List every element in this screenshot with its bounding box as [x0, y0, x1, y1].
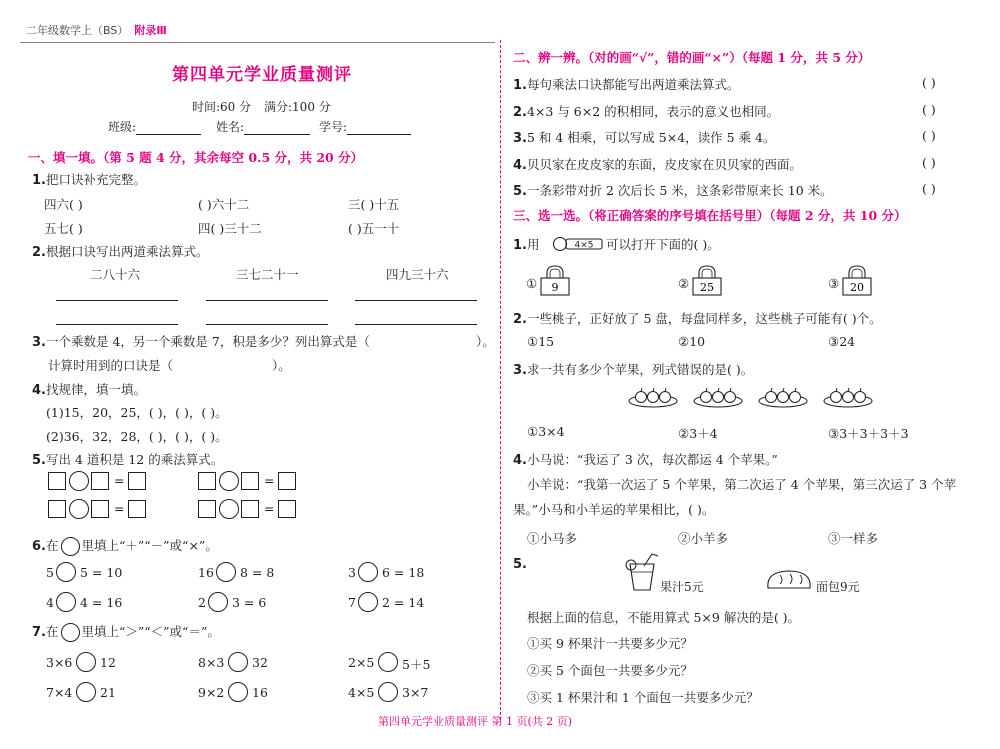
s1-q6-right: 3 = 6 — [232, 595, 267, 610]
s3-q1: 1.用 — [513, 237, 540, 253]
operator-circle[interactable] — [56, 592, 76, 612]
judge-item: 5.一条彩带对折 2 次后长 5 米，这条彩带原来长 10 米。 — [513, 183, 833, 199]
answer-box[interactable] — [241, 472, 259, 490]
operator-circle[interactable] — [69, 471, 89, 491]
plate-of-apples — [692, 384, 744, 410]
s1-q1-blank[interactable]: 三( )十五 — [348, 197, 400, 212]
answer-line[interactable] — [355, 300, 477, 301]
apple — [778, 392, 789, 403]
lock-number: 9 — [551, 281, 559, 294]
appendix-label: 附录Ⅲ — [134, 24, 167, 37]
bread-icon — [764, 566, 814, 594]
s3-q2-opt[interactable]: ③24 — [828, 334, 856, 349]
s1-q3-line2: 计算时用到的口诀是（ — [48, 358, 174, 373]
equals-sign: = — [114, 473, 125, 488]
s1-q6-left: 2 — [198, 595, 206, 610]
answer-box[interactable] — [198, 500, 216, 518]
s3-q1-post: 可以打开下面的( )。 — [606, 237, 720, 252]
s3-q4-line3: 果。”小马和小羊运的苹果相比，( )。 — [513, 502, 715, 517]
s1-q7-left: 9×2 — [198, 685, 225, 700]
s3-q3-opt[interactable]: ②3＋4 — [678, 426, 718, 441]
s1-q1: 1.把口诀补充完整。 — [32, 172, 146, 188]
apple-stem — [836, 388, 837, 392]
s1-q3: 3.一个乘数是 4，另一个乘数是 7，积是多少？列出算式是（ — [32, 334, 370, 350]
equals-sign: = — [264, 473, 275, 488]
answer-box[interactable] — [278, 500, 296, 518]
s1-q7-left: 3×6 — [46, 655, 73, 670]
apple — [660, 392, 671, 403]
equals-sign: = — [264, 501, 275, 516]
operator-circle[interactable] — [358, 562, 378, 582]
s1-q7: 7.在 里填上“＞”“＜”或“＝”。 — [32, 624, 220, 640]
exam-time: 时间:60 分 — [192, 100, 252, 114]
judge-item: 4.贝贝家在皮皮家的东面，皮皮家在贝贝家的西面。 — [513, 156, 802, 173]
operator-circle[interactable] — [378, 652, 398, 672]
apple-stem — [860, 388, 861, 392]
s1-q1-blank[interactable]: ( )六十二 — [198, 197, 250, 212]
lock-shackle — [849, 266, 865, 278]
header-rule — [20, 42, 495, 43]
lock-shackle-inner — [852, 269, 862, 278]
key-label: 4×5 — [574, 240, 594, 251]
apple-stem — [641, 388, 642, 392]
answer-paren[interactable]: ( ) — [922, 101, 936, 117]
s3-q5-opt[interactable]: ③买 1 杯果汁和 1 个面包一共要多少元？ — [527, 690, 759, 705]
lock-shackle — [547, 266, 563, 278]
s1-q6-left: 4 — [46, 595, 54, 610]
s1-q6-left: 3 — [348, 565, 356, 580]
s1-q7-right: 16 — [252, 685, 268, 700]
name-field[interactable]: 姓名: — [216, 118, 310, 135]
answer-box[interactable] — [91, 472, 109, 490]
s1-q2: 2.根据口诀写出两道乘法算式。 — [32, 244, 209, 260]
s1-q1-blank[interactable]: ( )五一十 — [348, 221, 400, 236]
circle-symbol — [61, 537, 80, 556]
judge-item: 1.每句乘法口诀都能写出两道乘法算式。 — [513, 77, 740, 93]
s3-q4-line2: 小羊说：“我第一次运了 5 个苹果，第二次运了 4 个苹果，第三次运了 3 个苹 — [527, 477, 957, 492]
lock-number: 25 — [700, 281, 714, 294]
s1-q6-right: 6 = 18 — [382, 565, 425, 580]
s3-q2-opt[interactable]: ②10 — [678, 334, 706, 349]
lock-option-label[interactable]: ② — [678, 276, 690, 291]
s1-q7-left: 2×5 — [348, 655, 375, 670]
s3-q5-text: 根据上面的信息，不能用算式 5×9 解决的是( )。 — [527, 610, 801, 625]
lock-icon[interactable] — [538, 264, 572, 296]
answer-line[interactable] — [355, 324, 477, 325]
answer-box[interactable] — [241, 500, 259, 518]
section1-heading: 一、填一填。（第 5 题 4 分，其余每空 0.5 分，共 20 分） — [28, 150, 364, 165]
answer-paren[interactable]: ( ) — [922, 181, 936, 196]
apple — [766, 392, 777, 403]
s3-q2: 2.一些桃子，正好放了 5 盘，每盘同样多，这些桃子可能有( )个。 — [513, 311, 882, 327]
s1-q1-blank[interactable]: 四六( ) — [44, 197, 83, 212]
lock-shackle-inner — [550, 269, 560, 278]
apple — [831, 392, 842, 403]
apple-stem — [783, 388, 784, 392]
lock-option-label[interactable]: ① — [526, 276, 538, 291]
s1-q3-end: ）。 — [476, 334, 495, 349]
operator-circle[interactable] — [378, 682, 398, 702]
s1-q2-item: 四九三十六 — [386, 267, 449, 282]
answer-box[interactable] — [128, 472, 146, 490]
apple — [855, 392, 866, 403]
answer-line[interactable] — [56, 324, 178, 325]
lock-shackle — [699, 266, 715, 278]
operator-circle[interactable] — [228, 682, 248, 702]
operator-circle[interactable] — [228, 652, 248, 672]
s3-q5: 5. — [513, 557, 527, 572]
operator-circle[interactable] — [358, 592, 378, 612]
s3-q4: 4.小马说：“我运了 3 次，每次都运 4 个苹果。” — [513, 452, 778, 468]
s1-q7-right: 5＋5 — [402, 657, 431, 672]
s1-q7-right: 3×7 — [402, 685, 429, 700]
answer-box[interactable] — [128, 500, 146, 518]
apple — [790, 392, 801, 403]
s1-q6-left: 5 — [46, 565, 54, 580]
operator-circle[interactable] — [76, 652, 96, 672]
juice-icon — [622, 552, 662, 594]
answer-box[interactable] — [198, 472, 216, 490]
exam-score: 满分:100 分 — [264, 100, 331, 114]
lock-option-label[interactable]: ③ — [828, 276, 840, 291]
s1-q6-right: 4 = 16 — [80, 595, 123, 610]
s1-q5: 5.写出 4 道积是 12 的乘法算式。 — [32, 452, 224, 468]
answer-paren[interactable]: ( ) — [922, 154, 936, 170]
apple — [701, 392, 712, 403]
s3-q3-opt[interactable]: ①3×4 — [527, 424, 565, 439]
section2-heading: 二、辨一辨。（对的画“√”，错的画“×”）（每题 1 分，共 5 分） — [513, 50, 871, 65]
page-footer: 第四单元学业质量测评 第 1 页(共 2 页) — [378, 715, 573, 728]
s1-q2-item: 二八十六 — [90, 267, 141, 282]
lock-icon[interactable] — [690, 264, 724, 296]
s1-q7-left: 7×4 — [46, 685, 73, 700]
apple-stem — [665, 388, 666, 392]
class-field[interactable]: 班级: — [108, 118, 201, 135]
answer-box[interactable] — [91, 500, 109, 518]
s3-q2-opt[interactable]: ①15 — [527, 334, 555, 349]
key-icon — [552, 236, 604, 252]
s1-q2-item: 三七二十一 — [236, 267, 299, 282]
apple-stem — [848, 388, 849, 392]
s1-q6-left: 7 — [348, 595, 356, 610]
s3-q4-opt[interactable]: ①小马多 — [527, 531, 578, 546]
bread-price: 面包9元 — [816, 580, 860, 594]
s1-q1-blank[interactable]: 四( )三十二 — [198, 221, 262, 236]
apple — [713, 392, 724, 403]
equals-sign: = — [114, 501, 125, 516]
apple-stem — [730, 388, 731, 392]
s3-q4-opt[interactable]: ②小羊多 — [678, 531, 729, 546]
s3-q4-opt[interactable]: ③一样多 — [828, 531, 879, 546]
s1-q4: 4.找规律，填一填。 — [32, 382, 146, 398]
answer-paren[interactable]: ( ) — [922, 75, 936, 90]
apple — [648, 392, 659, 403]
operator-circle[interactable] — [69, 499, 89, 519]
answer-line[interactable] — [206, 324, 328, 325]
answer-box[interactable] — [48, 472, 66, 490]
s1-q7-right: 21 — [100, 685, 116, 700]
apple-stem — [653, 388, 654, 392]
id-field[interactable]: 学号: — [319, 118, 411, 135]
apple-stem — [706, 388, 707, 392]
operator-circle[interactable] — [219, 499, 239, 519]
juice-price: 果汁5元 — [660, 580, 704, 594]
lock-shackle-inner — [702, 269, 712, 278]
lock-number: 20 — [850, 281, 864, 294]
judge-item: 2.4×3 与 6×2 的积相同，表示的意义也相同。 — [513, 103, 780, 120]
operator-circle[interactable] — [208, 592, 228, 612]
answer-paren[interactable]: ( ) — [922, 128, 936, 143]
apple — [843, 392, 854, 403]
circle-symbol — [61, 623, 80, 642]
s1-q1-blank[interactable]: 五七( ) — [44, 221, 83, 236]
s3-q5-opt[interactable]: ①买 9 杯果汁一共要多少元？ — [527, 636, 693, 651]
s1-q4-line2[interactable]: (2)36，32，28，( )，( )，( )。 — [46, 429, 228, 444]
section3-heading: 三、选一选。（将正确答案的序号填在括号里）（每题 2 分，共 10 分） — [513, 208, 907, 223]
s1-q7-left: 8×3 — [198, 655, 225, 670]
plate-of-apples — [822, 384, 874, 410]
s1-q7-right: 32 — [252, 655, 268, 670]
plate-of-apples — [757, 384, 809, 410]
s3-q5-opt[interactable]: ②买 5 个面包一共要多少元？ — [527, 663, 693, 678]
answer-box[interactable] — [48, 500, 66, 518]
s1-q3-end2: ）。 — [272, 358, 291, 373]
apple — [636, 392, 647, 403]
s1-q4-line1[interactable]: (1)15，20，25，( )，( )，( )。 — [46, 405, 228, 420]
s3-q3: 3.求一共有多少个苹果，列式错误的是( )。 — [513, 362, 754, 378]
answer-box[interactable] — [278, 472, 296, 490]
s3-q3-opt[interactable]: ③3＋3＋3＋3 — [828, 426, 909, 441]
book-label: 二年级数学上（BS） 附录Ⅲ — [26, 24, 167, 37]
answer-line[interactable] — [56, 300, 178, 301]
s1-q6-right: 5 = 10 — [80, 565, 123, 580]
apple — [725, 392, 736, 403]
operator-circle[interactable] — [219, 471, 239, 491]
plate-of-apples — [627, 384, 679, 410]
operator-circle[interactable] — [56, 562, 76, 582]
s1-q6: 6.在 里填上“＋”“－”或“×”。 — [32, 538, 218, 554]
judge-item: 3.5 和 4 相乘，可以写成 5×4，读作 5 乘 4。 — [513, 130, 776, 146]
page-divider — [500, 40, 501, 720]
s1-q6-right: 8 = 8 — [240, 565, 275, 580]
answer-line[interactable] — [206, 300, 328, 301]
apple-stem — [718, 388, 719, 392]
page-title: 第四单元学业质量测评 — [172, 65, 352, 85]
s1-q6-left: 16 — [198, 565, 214, 580]
s1-q6-right: 2 = 14 — [382, 595, 425, 610]
operator-circle[interactable] — [76, 682, 96, 702]
lock-icon[interactable] — [840, 264, 874, 296]
s1-q7-left: 4×5 — [348, 685, 375, 700]
s1-q7-right: 12 — [100, 655, 116, 670]
apple-stem — [771, 388, 772, 392]
operator-circle[interactable] — [216, 562, 236, 582]
apple-stem — [795, 388, 796, 392]
